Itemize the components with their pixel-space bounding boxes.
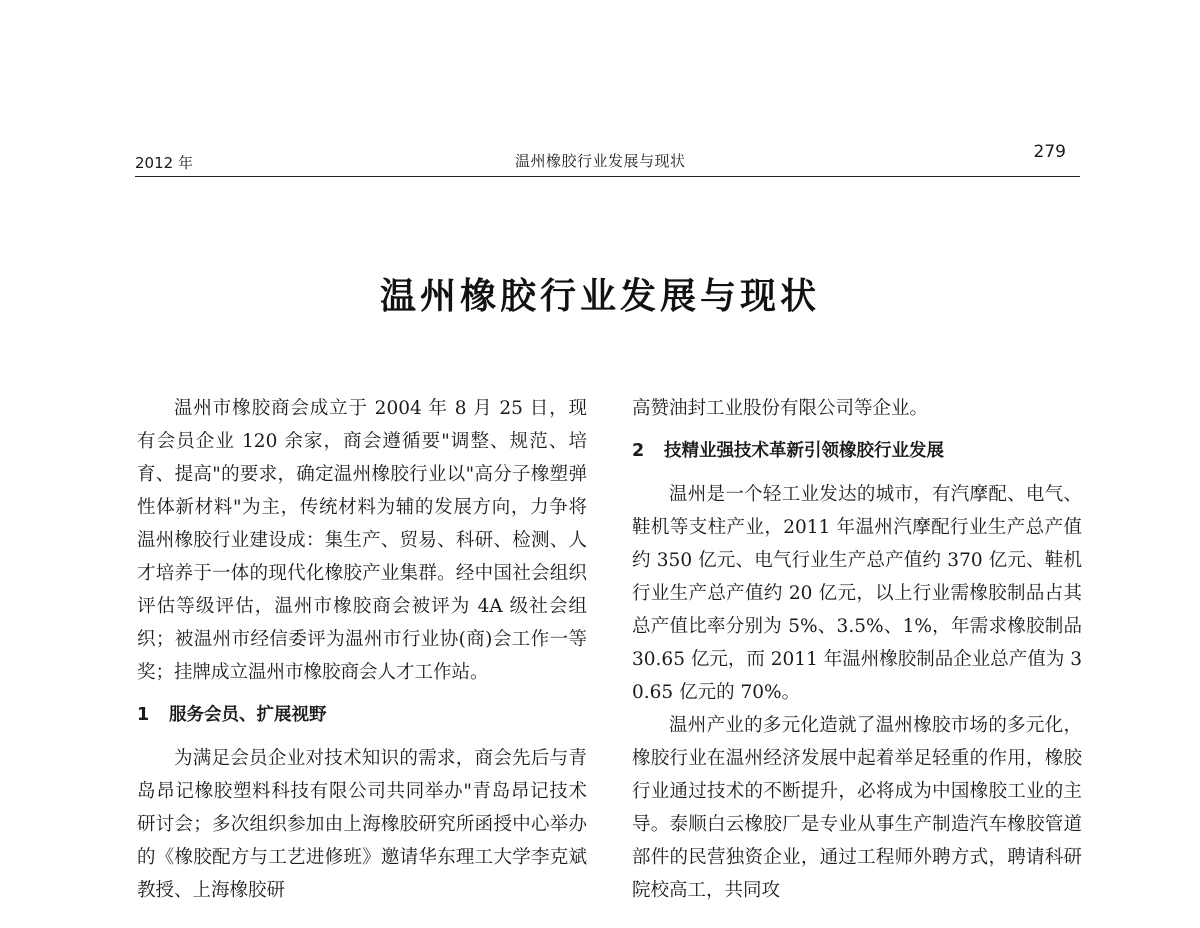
section-2-title: 技精业强技术革新引领橡胶行业发展 — [664, 441, 944, 461]
left-column — [137, 392, 587, 907]
paragraph-industry-overview: 温州是一个轻工业发达的城市，有汽摩配、电气、鞋机等支柱产业，2011 年温州汽摩配行业生产总产值约 350 亿元、电气行业生产总产值约 370 亿元、鞋机行业生产总产值约 20 亿元，以上行业需橡胶制品占其总产值比率分别为 5%、3.5%、1%，年需求橡胶制品 30.65 亿元，而 2011 年温州橡胶制品企业总产值为 30.65 亿元的 70%。 — [632, 484, 1082, 703]
paragraph-intro: 温州市橡胶商会成立于 2004 年 8 月 25 日，现有会员企业 120 余家，商会遵循要"调整、规范、培育、提高"的要求，确定温州橡胶行业以"高分子橡塑弹性体新材料"为主，传统材料为辅的发展方向，力争将温州橡胶行业建设成：集生产、贸易、科研、检测、人才培养于一体的现代化橡胶产业集群。经中国社会组织评估等级评估，温州市橡胶商会被评为 4A 级社会组织；被温州市经信委评为温州市行业协(商)会工作一等奖；挂牌成立温州市橡胶商会人才工作站。 — [137, 398, 587, 683]
paragraph-diversification: 温州产业的多元化造就了温州橡胶市场的多元化，橡胶行业在温州经济发展中起着举足轻重的作用，橡胶行业通过技术的不断提升，必将成为中国橡胶工业的主导。泰顺白云橡胶厂是专业从事生产制造汽车橡胶管道部件的民营独资企业，通过工程师外聘方式，聘请科研院校高工，共同攻 — [632, 715, 1082, 901]
section-1-heading — [137, 699, 587, 732]
paragraph-continuation: 高赞油封工业股份有限公司等企业。 — [632, 398, 929, 419]
section-2-heading — [632, 435, 1082, 468]
section-1-number: 1 — [137, 705, 150, 725]
paragraph-member-services: 为满足会员企业对技术知识的需求，商会先后与青岛昂记橡胶塑料科技有限公司共同举办"青岛昂记技术研讨会；多次组织参加由上海橡胶研究所函授中心举办的《橡胶配方与工艺进修班》邀请华东理工大学李克斌教授、上海橡胶研 — [137, 748, 587, 901]
section-1-title: 服务会员、扩展视野 — [169, 705, 327, 725]
right-column — [632, 392, 1082, 907]
header-year: 2012 年 — [135, 154, 193, 172]
header-running-title: 温州橡胶行业发展与现状 — [515, 152, 686, 170]
section-2-number: 2 — [632, 441, 645, 461]
article-title: 温州橡胶行业发展与现状 — [379, 276, 820, 317]
page-number: 279 — [1033, 142, 1066, 162]
running-header — [135, 140, 1080, 177]
